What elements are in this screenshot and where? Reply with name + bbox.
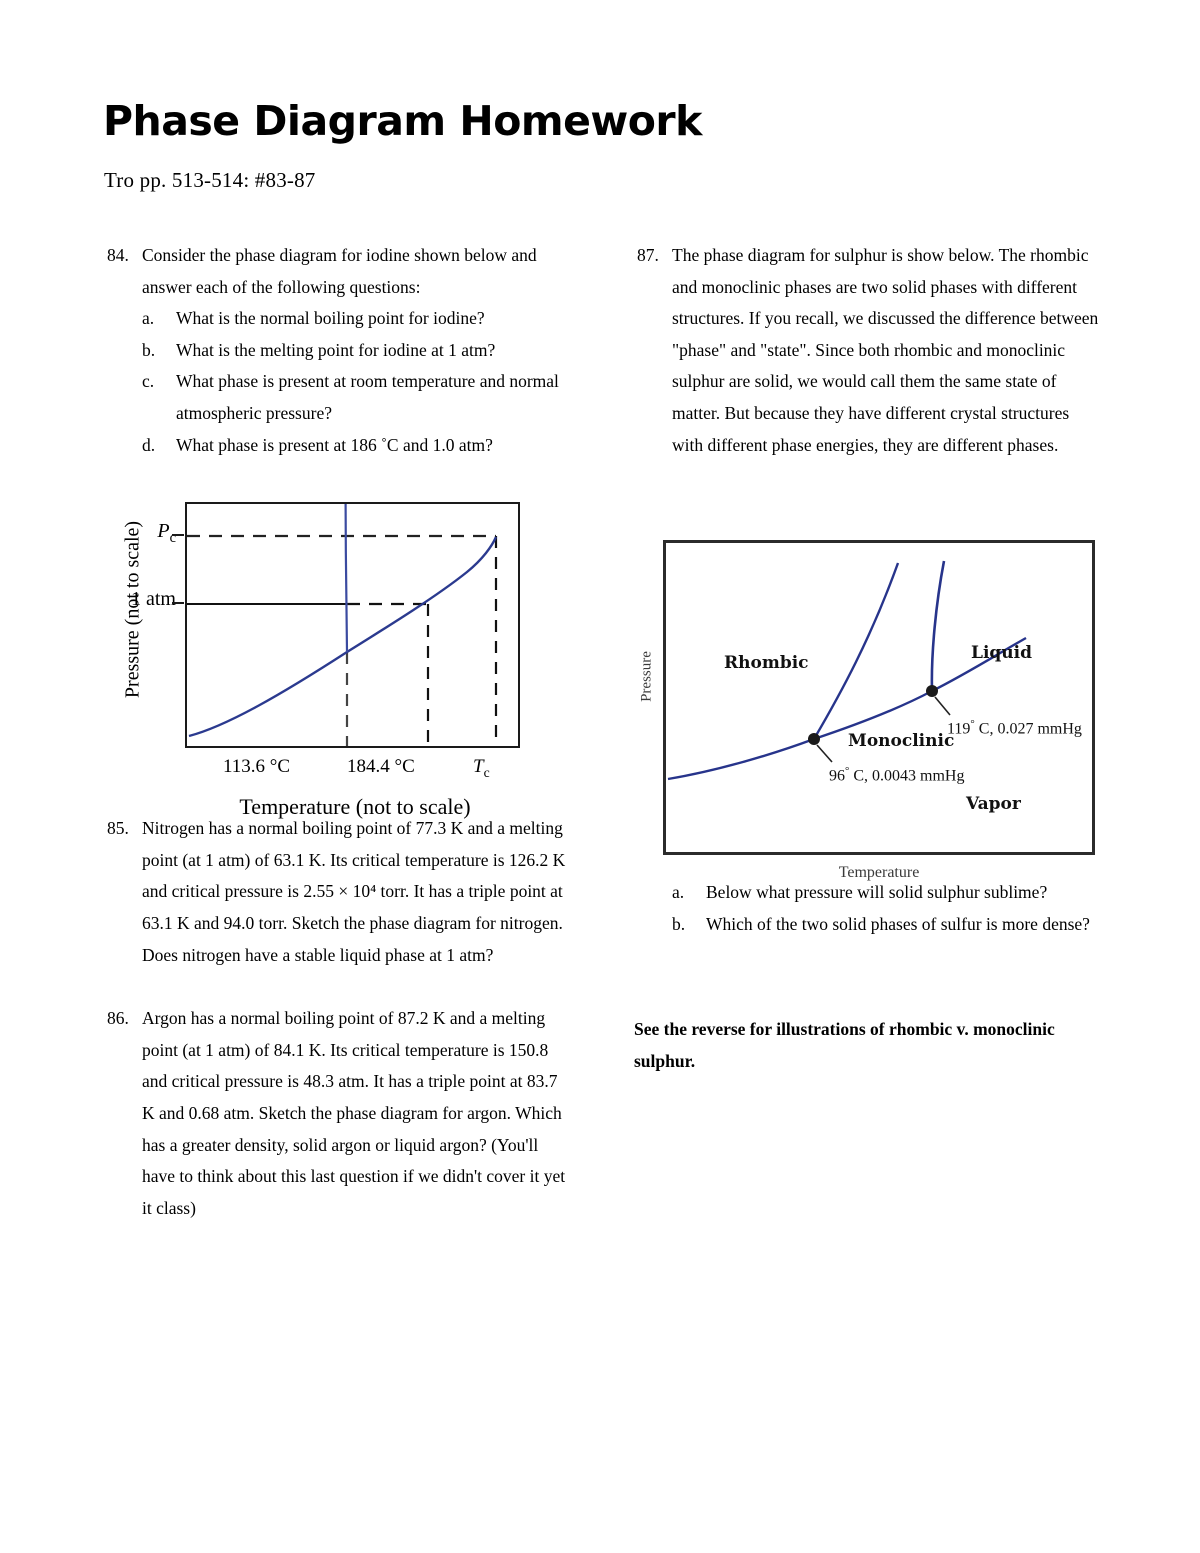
subquestion-text: What is the melting point for iodine at 1 atm? xyxy=(176,339,496,360)
sulphur-y-axis-label: Pressure xyxy=(638,651,655,702)
reverse-side-note: See the reverse for illustrations of rhombic v. monoclinic sulphur. xyxy=(634,1019,1055,1071)
iodine-phase-diagram-figure xyxy=(80,498,580,838)
iodine-ytick-1atm-mark xyxy=(172,602,184,604)
sulphur-phase-diagram-figure xyxy=(620,528,1110,898)
lower-triple-point-marker xyxy=(808,733,820,745)
question-86 xyxy=(104,1003,572,1224)
subquestion-text: Which of the two solid phases of sulfur is more dense? xyxy=(706,913,1090,934)
question-84-number: 84. xyxy=(107,245,129,265)
subquestion-letter: d. xyxy=(142,434,156,455)
question-87 xyxy=(634,240,1102,461)
subquestion-text: What phase is present at 186 ˚C and 1.0 atm? xyxy=(176,434,493,455)
question-85-text: Nitrogen has a normal boiling point of 77.3 K and a melting point (at 1 atm) of 63.1 K. Its critical temperature is 126.2 K and critical pressure is 2.55 × 10⁴ torr. It has a triple point at 63.1 K and 94.0 torr. Sketch the phase diagram for nitrogen. Does nitrogen have a stable liquid phase at 1 atm? xyxy=(142,818,566,965)
iodine-curves xyxy=(187,504,518,746)
subquestion-text: What phase is present at room temperature and normal atmospheric pressure? xyxy=(176,371,559,423)
upper-annotation-leader xyxy=(935,697,950,715)
upper-triple-point-annotation: 119° C, 0.027 mmHg xyxy=(947,718,1082,738)
question-84 xyxy=(104,240,572,461)
subquestion-letter: b. xyxy=(672,913,686,934)
iodine-x-axis-label: Temperature (not to scale) xyxy=(239,794,471,819)
subquestion-letter: c. xyxy=(142,371,155,392)
question-85-number: 85. xyxy=(107,818,129,839)
iodine-fusion-curve xyxy=(346,504,347,652)
lower-annotation-leader xyxy=(817,745,832,762)
question-86-text: Argon has a normal boiling point of 87.2 K and a melting point (at 1 atm) of 84.1 K. Its critical temperature is 150.8 and critical pressure is 48.3 atm. It has a triple point at 83.7 K and 0.68 atm. Sketch the phase diagram for argon. Which has a greater density, solid argon or liquid argon? (You'll have to think about this last question if we didn't cover it yet it class) xyxy=(142,1008,566,1218)
subquestion-item xyxy=(142,335,572,367)
iodine-ytick-pc-mark xyxy=(172,534,184,536)
question-84-subquestions xyxy=(104,303,572,461)
page-subtitle: Tro pp. 513-514: #83-87 xyxy=(104,168,316,192)
iodine-xtick-tc: $T_c$ xyxy=(473,756,490,780)
iodine-y-axis-label: Pressure (not to scale) xyxy=(121,520,144,699)
subquestion-text: Below what pressure will solid sulphur sublime? xyxy=(706,882,1048,903)
iodine-vaporization-curve xyxy=(189,537,496,736)
sulphur-plot-area xyxy=(663,540,1095,855)
page-title: Phase Diagram Homework xyxy=(103,97,702,145)
subquestion-letter: b. xyxy=(142,339,156,360)
iodine-xtick-1136: 113.6 °C xyxy=(223,756,291,777)
upper-triple-point-marker xyxy=(926,685,938,697)
subquestion-item xyxy=(672,909,1102,941)
question-84-text: Consider the phase diagram for iodine shown below and answer each of the following questions: xyxy=(142,245,537,297)
subquestion-letter: a. xyxy=(142,308,155,329)
iodine-ytick-1atm: 1 atm xyxy=(131,588,176,610)
region-label-vapor: Vapor xyxy=(966,794,1021,814)
sulphur-curves xyxy=(666,543,1092,852)
lower-triple-point-annotation: 96° C, 0.0043 mmHg xyxy=(829,765,965,785)
subquestion-letter: a. xyxy=(672,882,685,903)
region-label-liquid: Liquid xyxy=(971,643,1033,663)
subquestion-item xyxy=(142,366,572,429)
subquestion-text: What is the normal boiling point for iodine? xyxy=(176,308,485,329)
iodine-ytick-pc: $P_c$ xyxy=(157,520,176,546)
iodine-plot-area xyxy=(185,502,520,748)
iodine-xtick-1844: 184.4 °C xyxy=(347,756,415,777)
subquestion-item xyxy=(142,303,572,335)
subquestion-item xyxy=(142,430,572,462)
sulphur-x-axis-label: Temperature xyxy=(838,864,920,881)
monoclinic-liquid-boundary xyxy=(932,561,944,691)
region-label-rhombic: Rhombic xyxy=(724,653,809,673)
question-87-text: The phase diagram for sulphur is show below. The rhombic and monoclinic phases are two solid phases with different structures. If you recall, we discussed the difference between "phase" and "state". Since both rhombic and monoclinic sulphur are solid, we would call them the same state of matter. But because they have different crystal structures with different phase energies, they are different phases. xyxy=(672,245,1099,455)
region-label-monoclinic: Monoclinic xyxy=(848,731,955,751)
question-86-number: 86. xyxy=(107,1008,129,1029)
question-87-number: 87. xyxy=(637,245,659,265)
